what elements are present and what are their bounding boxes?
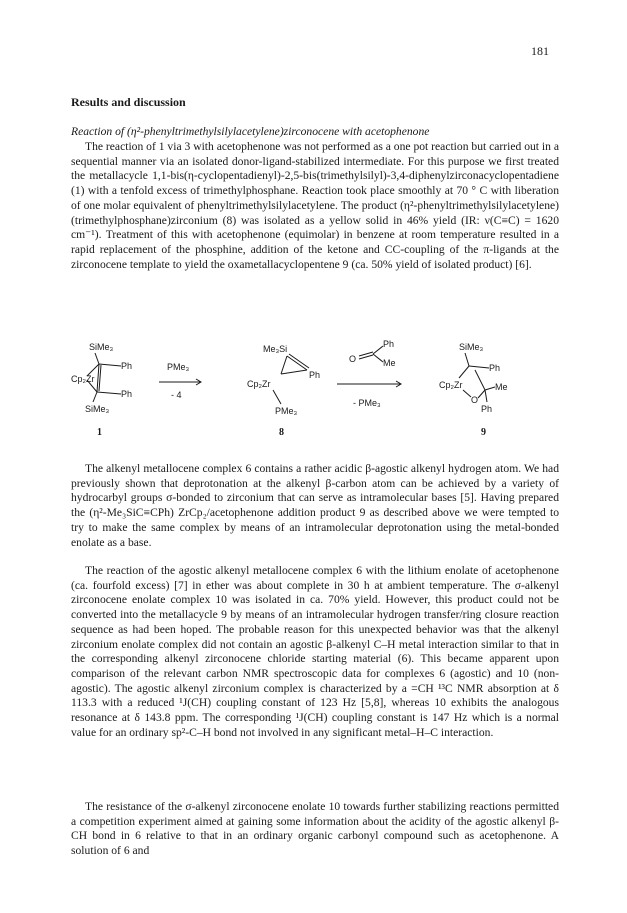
label-ph-ketone: Ph — [383, 340, 395, 349]
label-cp2zr-8: Cp₂Zr — [247, 379, 271, 389]
label-ph-1a: Ph — [121, 361, 133, 371]
label-pme3-8: PMe₃ — [275, 406, 298, 416]
label-cp2zr-1: Cp₂Zr — [71, 374, 95, 384]
label-sime3-top: SiMe₃ — [89, 342, 114, 352]
page-number: 181 — [531, 44, 549, 58]
label-ph-9b: Ph — [481, 404, 493, 414]
label-o-ketone: O — [349, 354, 357, 364]
compound-number-8: 8 — [279, 427, 284, 438]
label-o-9: O — [471, 395, 479, 405]
label-cp2zr-9: Cp₂Zr — [439, 380, 463, 390]
label-me-9: Me — [495, 382, 508, 392]
label-ph-1b: Ph — [121, 389, 133, 399]
label-ph-9a: Ph — [489, 363, 501, 373]
subsection-heading: Reaction of (η²-phenyltrimethylsilylacetylene)zirconocene with acetophenone — [71, 125, 430, 138]
label-minus-pme3: - PMe₃ — [353, 398, 381, 408]
paragraph-1: The reaction of 1 via 3 with acetophenone was not performed as a one pot reaction but carried out in a sequential manner via an isolated donor-ligand-stabilized intermediate. For this purpose we first treated the metallacycle 1,1-bis(η-cyclopentadienyl)-2,5-bis(trimethylsilyl)-3,4-diphenylzirconacyclopentadiene (1) with a tenfold excess of trimethylphosphane. Reaction took place smoothly at 70 ° C with liberation of one molar equivalent of phenyltrimethylsilylacetylene. The product (η²-phenyltrimethylsilylacetylene)(trimethylphosphane)zirconium (8) was isolated as a yellow solid in 46% yield (IR: ν(C≡C) = 1620 cm⁻¹). Treatment of this with acetophenone (equimolar) in benzene at room temperature resulted in a rapid replacement of the phosphine, addition of the ketone and CC-coupling of the π-ligands at the zirconocene template to yield the oxametallacyclopentene 9 (ca. 50% yield of isolated product) [6]. — [71, 140, 559, 271]
paragraph-4: The resistance of the σ-alkenyl zirconocene enolate 10 towards further stabilizing reactions permitted a competition experiment aimed at gaining some information about the acidity of the agostic alkenyl β-CH bond in 6 relative to that in an ordinary organic carbonyl compound such as acetophenone. A solution of 6 and — [71, 800, 559, 858]
label-minus-4: - 4 — [171, 390, 182, 400]
label-sime3-bottom: SiMe₃ — [85, 404, 110, 414]
label-sime3-9: SiMe₃ — [459, 342, 484, 352]
label-me3si-8: Me₃Si — [263, 344, 288, 354]
paragraph-2: The alkenyl metallocene complex 6 contains a rather acidic β-agostic alkenyl hydrogen atom. We had previously shown that deprotonation at the alkenyl β-carbon atom can be achieved by a variety of hydrocarbyl groups σ-bonded to zirconium that can serve as intramolecular bases [5]. Having prepared the (η²-Me₃SiC≡CPh) ZrCp₂/acetophenone addition product 9 as described above we were tempted to try to make the same complex by means of an intramolecular deprotonation using the metal-bonded enolate as a base. — [71, 462, 559, 549]
paragraph-3: The reaction of the agostic alkenyl metallocene complex 6 with the lithium enolate of acetophenone (ca. fourfold excess) [7] in ether was about complete in 30 h at ambient temperature. The σ-alkenyl zirconocene enolate complex 10 was isolated in ca. 70% yield. However, this product could not be converted into the metallacycle 9 by means of an intramolecular hydrogen transfer/ring closure reaction sequence as had been hoped. The probable reason for this unexpected behavior was that the alkenyl zirconium enolate complex did not contain an agostic β-alkenyl C–H metal interaction similar to that in the corresponding alkenyl zirconocene chloride starting material (6). This became apparent upon comparison of the relevant carbon NMR spectroscopic data for complexes 6 (agostic) and 10 (non-agostic). The agostic alkenyl zirconium complex is characterized by a =CH ¹³C NMR absorption at δ 113.3 with a reduced ¹J(CH) coupling constant of 123 Hz [5,8], whereas 10 exhibits the analogous resonance at δ 143.8 ppm. The corresponding ¹J(CH) coupling constant is 147 Hz which is a normal value for an ordinary sp²-C–H bond not involved in any significant metal–H–C interaction. — [71, 564, 559, 739]
section-heading: Results and discussion — [71, 95, 186, 109]
reaction-scheme — [71, 340, 559, 448]
compound-number-9: 9 — [481, 427, 486, 438]
compound-number-1: 1 — [97, 427, 102, 438]
label-pme3-arrow: PMe₃ — [167, 362, 190, 372]
label-me-ketone: Me — [383, 358, 396, 368]
label-ph-8: Ph — [309, 370, 321, 380]
